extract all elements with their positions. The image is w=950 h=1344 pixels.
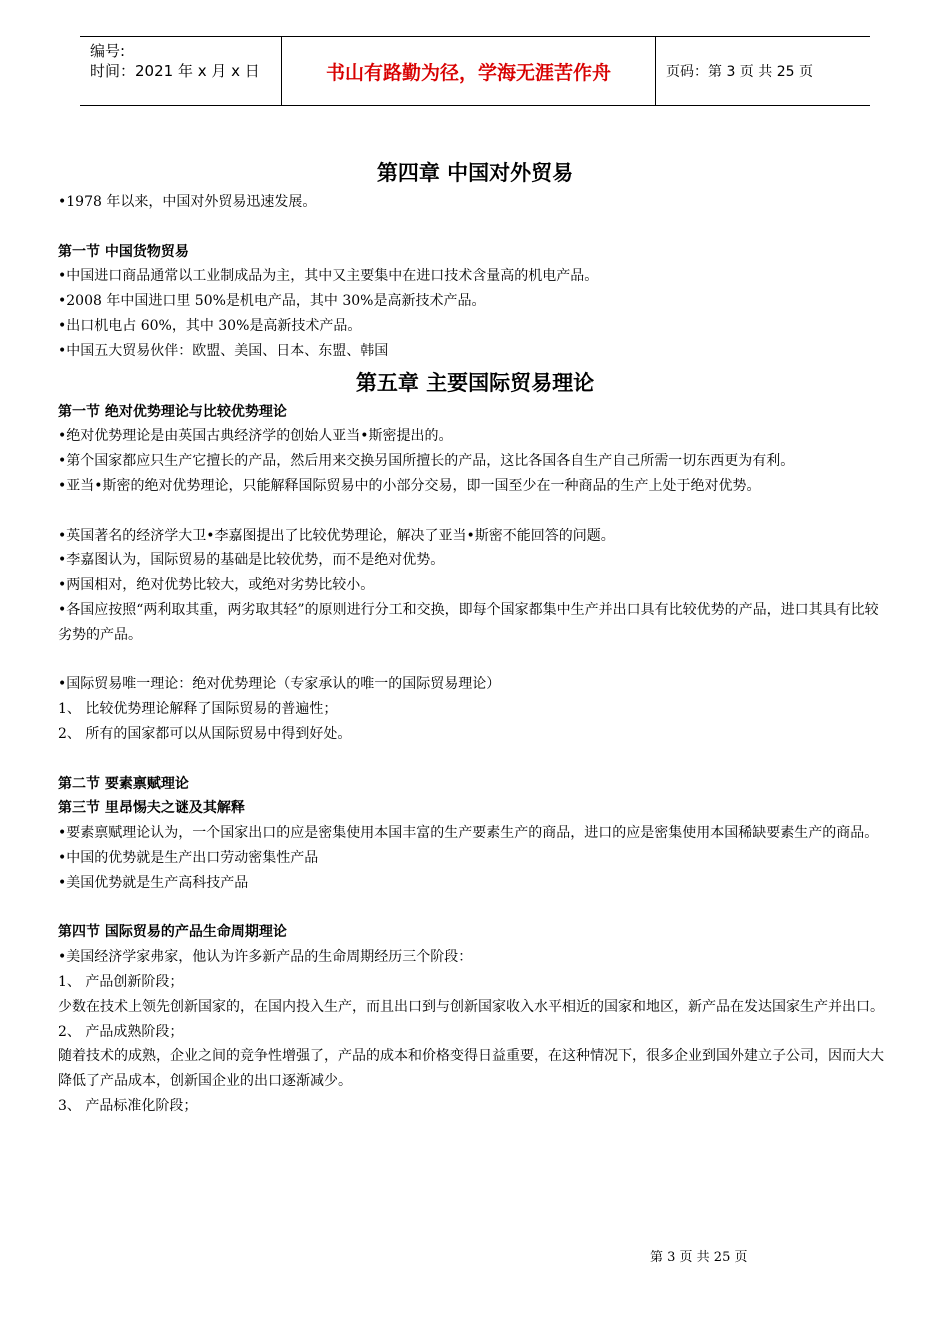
number-label: 编号: xyxy=(90,42,126,60)
page-header xyxy=(80,36,870,106)
section-title: 第三节 里昂惕夫之谜及其解释 xyxy=(58,800,245,817)
paragraph: 少数在技术上领先创新国家的，在国内投入生产，而且出口到与创新国家收入水平相近的国家和地区，新产品在发达国家生产并出口。 xyxy=(58,998,884,1015)
chapter-4-title: 第四章 中国对外贸易 xyxy=(376,161,574,185)
time-label: 时间：2021 年 x 月 x 日 xyxy=(90,62,260,80)
page-footer: 第 3 页 共 25 页 xyxy=(650,1250,748,1265)
paragraph: •绝对优势理论是由英国古典经济学的创始人亚当•斯密提出的。 xyxy=(58,428,453,445)
paragraph: •李嘉图认为，国际贸易的基础是比较优势，而不是绝对优势。 xyxy=(58,552,445,569)
paragraph: •两国相对，绝对优势比较大，或绝对劣势比较小。 xyxy=(58,577,375,594)
paragraph: •中国的优势就是生产出口劳动密集性产品 xyxy=(58,849,319,866)
paragraph: •亚当•斯密的绝对优势理论，只能解释国际贸易中的小部分交易，即一国至少在一种商品的生产上处于绝对优势。 xyxy=(58,477,761,494)
list-item: 1、 比较优势理论解释了国际贸易的普遍性； xyxy=(58,701,338,718)
paragraph: •要素禀赋理论认为，一个国家出口的应是密集使用本国丰富的生产要素生产的商品，进口的应是密集使用本国稀缺要素生产的商品。 xyxy=(58,825,879,842)
list-item: 2、 产品成熟阶段； xyxy=(58,1023,184,1040)
section-title: 第一节 中国货物贸易 xyxy=(58,243,189,260)
header-motto: 书山有路勤为径，学海无涯苦作舟 xyxy=(282,37,656,105)
section-title: 第四节 国际贸易的产品生命周期理论 xyxy=(58,924,287,941)
section-title: 第一节 绝对优势理论与比较优势理论 xyxy=(58,403,287,420)
paragraph: •出口机电占 60%，其中 30%是高新技术产品。 xyxy=(58,317,362,334)
paragraph: •中国五大贸易伙伴：欧盟、美国、日本、东盟、韩国 xyxy=(58,342,389,359)
paragraph: •各国应按照“两利取其重，两劣取其轻”的原则进行分工和交换，即每个国家都集中生产并出口具有比较优势的产品，进口其具有比较劣势的产品。 xyxy=(58,601,879,643)
document-body xyxy=(58,158,892,1119)
paragraph: •2008 年中国进口里 50%是机电产品，其中 30%是高新技术产品。 xyxy=(58,293,486,310)
paragraph: •英国著名的经济学大卫•李嘉图提出了比较优势理论，解决了亚当•斯密不能回答的问题。 xyxy=(58,527,615,544)
paragraph: •美国优势就是生产高科技产品 xyxy=(58,874,249,891)
paragraph: •国际贸易唯一理论：绝对优势理论（专家承认的唯一的国际贸易理论） xyxy=(58,676,501,693)
list-item: 3、 产品标准化阶段； xyxy=(58,1097,198,1114)
paragraph: 随着技术的成熟，企业之间的竞争性增强了，产品的成本和价格变得日益重要，在这种情况下，很多企业到国外建立子公司，因而大大降低了产品成本，创新国企业的出口逐渐减少。 xyxy=(58,1048,884,1090)
header-page-label: 页码：第 3 页 共 25 页 xyxy=(666,64,813,80)
list-item: 1、 产品创新阶段； xyxy=(58,973,184,990)
section-title: 第二节 要素禀赋理论 xyxy=(58,775,189,792)
header-left-cell xyxy=(80,37,282,105)
paragraph: •美国经济学家弗家，他认为许多新产品的生命周期经历三个阶段： xyxy=(58,949,473,966)
paragraph: •第个国家都应只生产它擅长的产品，然后用来交换另国所擅长的产品，这比各国各自生产自己所需一切东西更为有利。 xyxy=(58,453,795,470)
paragraph: •中国进口商品通常以工业制成品为主，其中又主要集中在进口技术含量高的机电产品。 xyxy=(58,268,599,285)
chapter-5-title: 第五章 主要国际贸易理论 xyxy=(355,370,595,395)
chapter-4-intro: •1978 年以来，中国对外贸易迅速发展。 xyxy=(58,194,317,210)
list-item: 2、 所有的国家都可以从国际贸易中得到好处。 xyxy=(58,725,352,742)
